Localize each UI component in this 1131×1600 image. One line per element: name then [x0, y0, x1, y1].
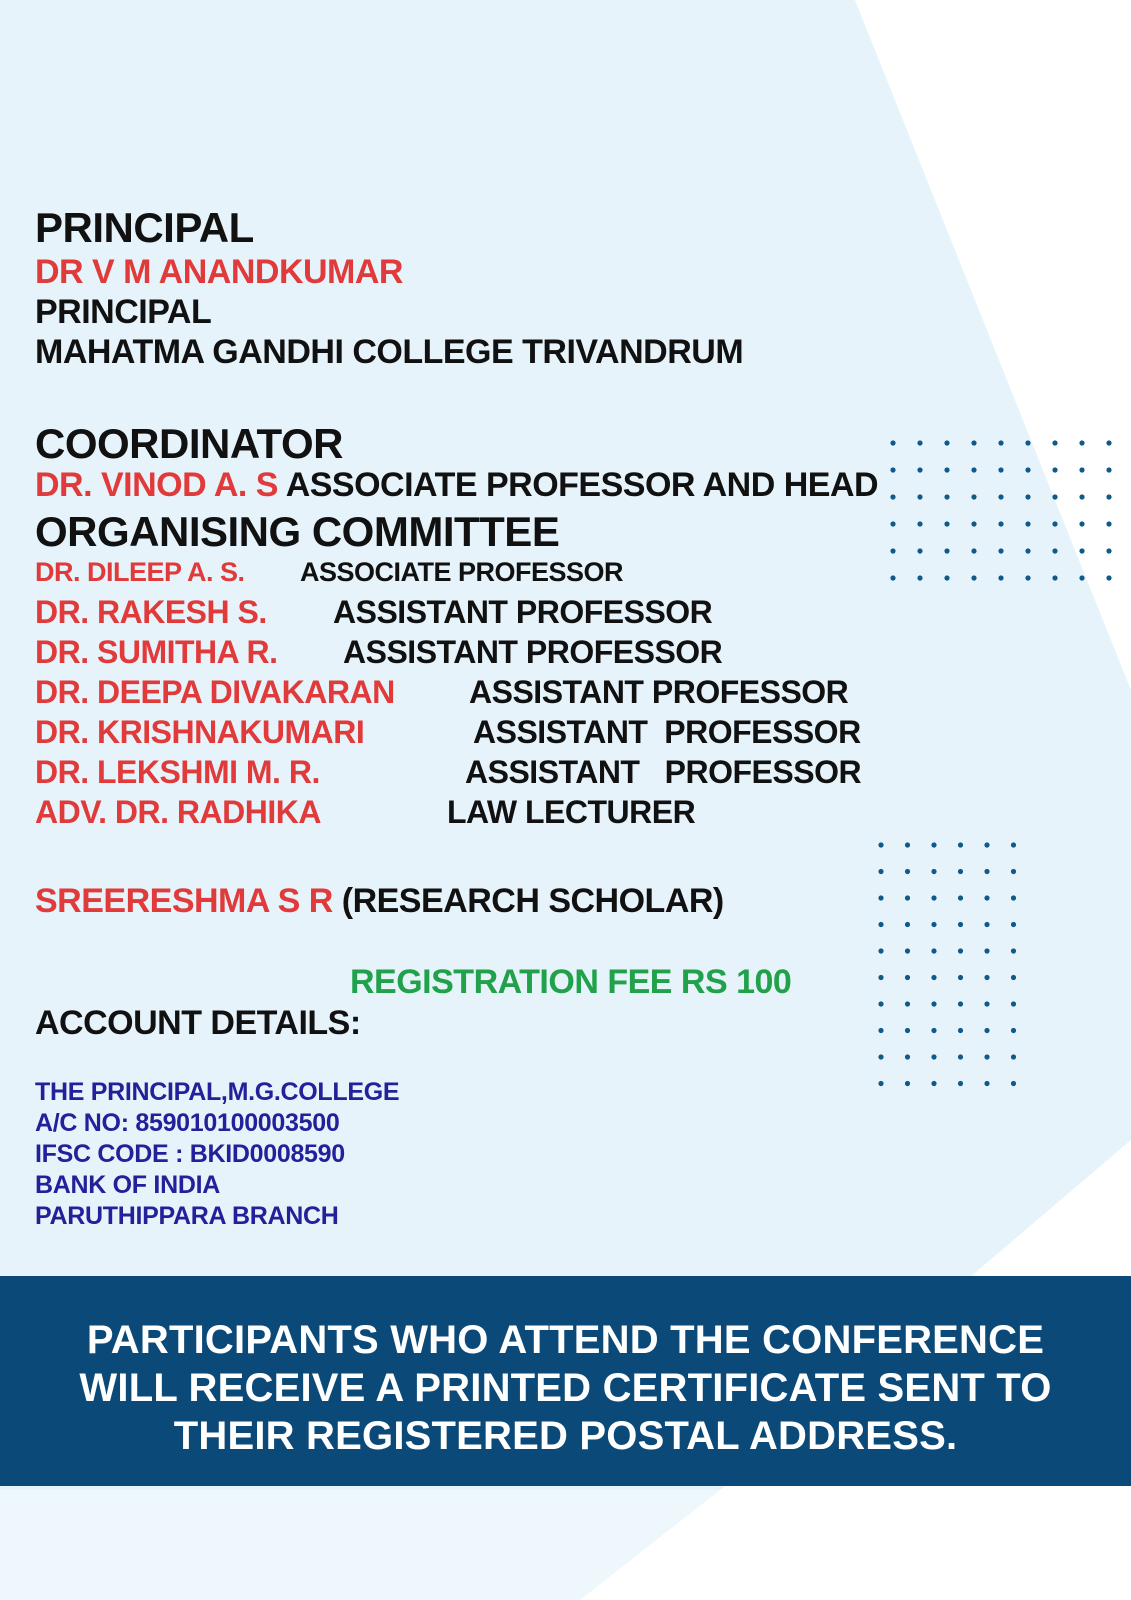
- decor-dot: [905, 922, 910, 927]
- banner-line: THEIR REGISTERED POSTAL ADDRESS.: [173, 1414, 958, 1458]
- decor-dot: [931, 975, 936, 980]
- account-holder: THE PRINCIPAL,M.G.COLLEGE: [35, 1078, 400, 1106]
- decor-dot: [905, 975, 910, 980]
- decor-dot: [878, 842, 883, 847]
- decor-dot: [878, 1028, 883, 1033]
- decor-dot: [931, 1001, 936, 1006]
- decor-dot: [984, 1081, 989, 1086]
- committee-member-name: DR. KRISHNAKUMARI: [35, 714, 365, 750]
- coordinator-heading: COORDINATOR: [35, 420, 343, 467]
- coordinator-name: DR. VINOD A. S: [35, 466, 278, 504]
- decor-dot: [1052, 467, 1057, 472]
- committee-member-role: ASSISTANT PROFESSOR: [343, 634, 723, 670]
- dot-grid-middle: [878, 842, 1028, 1102]
- decor-dot: [1106, 440, 1111, 445]
- decor-dot: [958, 1001, 963, 1006]
- scholar-line: [35, 882, 724, 921]
- account-number: A/C NO: 859010100003500: [35, 1109, 340, 1137]
- committee-member-name: DR. RAKESH S.: [35, 594, 267, 630]
- decor-dot: [1011, 1028, 1016, 1033]
- decor-dot: [878, 895, 883, 900]
- decor-dot: [944, 521, 949, 526]
- decor-dot: [998, 575, 1003, 580]
- decor-dot: [984, 895, 989, 900]
- decor-dot: [905, 1081, 910, 1086]
- decor-dot: [958, 842, 963, 847]
- decor-dot: [1106, 521, 1111, 526]
- decor-dot: [984, 1054, 989, 1059]
- decor-dot: [917, 548, 922, 553]
- decor-dot: [958, 1028, 963, 1033]
- decor-dot: [1106, 467, 1111, 472]
- decor-dot: [905, 869, 910, 874]
- decor-dot: [944, 494, 949, 499]
- decor-dot: [905, 1028, 910, 1033]
- decor-dot: [971, 575, 976, 580]
- decor-dot: [890, 575, 895, 580]
- decor-dot: [958, 922, 963, 927]
- decor-dot: [1025, 521, 1030, 526]
- decor-dot: [905, 1054, 910, 1059]
- scholar-role: (RESEARCH SCHOLAR): [341, 882, 724, 920]
- scholar-name: SREERESHMA S R: [35, 882, 333, 920]
- decor-dot: [931, 1054, 936, 1059]
- decor-dot: [1011, 1081, 1016, 1086]
- decor-dot: [1025, 440, 1030, 445]
- bank-branch: PARUTHIPPARA BRANCH: [35, 1202, 339, 1230]
- decor-dot: [944, 575, 949, 580]
- decor-dot: [1052, 521, 1057, 526]
- committee-member-role: LAW LECTURER: [447, 794, 696, 830]
- committee-member-name: DR. SUMITHA R.: [35, 634, 278, 670]
- bank-name: BANK OF INDIA: [35, 1171, 220, 1199]
- decor-dot: [971, 467, 976, 472]
- decor-dot: [984, 975, 989, 980]
- coordinator-line: [35, 466, 878, 505]
- decor-dot: [1106, 575, 1111, 580]
- principal-name: DR V M ANANDKUMAR: [35, 253, 403, 291]
- decor-dot: [1079, 440, 1084, 445]
- decor-dot: [998, 467, 1003, 472]
- committee-member-name: DR. DILEEP A. S.: [35, 557, 245, 587]
- decor-dot: [971, 548, 976, 553]
- decor-dot: [958, 1054, 963, 1059]
- committee-member-name: DR. DEEPA DIVAKARAN: [35, 674, 395, 710]
- decor-dot: [878, 922, 883, 927]
- decor-dot: [984, 869, 989, 874]
- committee-member-role: ASSISTANT PROFESSOR: [333, 594, 713, 630]
- committee-member-role: ASSOCIATE PROFESSOR: [300, 557, 624, 587]
- decor-dot: [917, 521, 922, 526]
- decor-dot: [917, 575, 922, 580]
- decor-dot: [917, 467, 922, 472]
- decor-dot: [944, 548, 949, 553]
- decor-dot: [984, 842, 989, 847]
- banner-line: WILL RECEIVE A PRINTED CERTIFICATE SENT TO: [79, 1366, 1052, 1410]
- decor-dot: [917, 494, 922, 499]
- decor-dot: [931, 948, 936, 953]
- decor-dot: [984, 948, 989, 953]
- certificate-banner: [0, 1276, 1131, 1486]
- decor-dot: [905, 948, 910, 953]
- decor-dot: [878, 1054, 883, 1059]
- decor-dot: [1106, 494, 1111, 499]
- decor-dot: [1011, 975, 1016, 980]
- decor-dot: [905, 842, 910, 847]
- ifsc-code: IFSC CODE : BKID0008590: [35, 1140, 345, 1168]
- committee-member-role: ASSISTANT PROFESSOR: [465, 754, 862, 790]
- decor-dot: [971, 494, 976, 499]
- decor-dot: [998, 521, 1003, 526]
- decor-dot: [890, 440, 895, 445]
- committee-member-name: ADV. DR. RADHIKA: [35, 794, 321, 830]
- banner-line: PARTICIPANTS WHO ATTEND THE CONFERENCE: [86, 1318, 1045, 1362]
- decor-dot: [958, 948, 963, 953]
- decor-dot: [1079, 467, 1084, 472]
- decor-dot: [1079, 575, 1084, 580]
- decor-dot: [971, 440, 976, 445]
- decor-dot: [931, 842, 936, 847]
- account-heading: ACCOUNT DETAILS:: [35, 1004, 361, 1042]
- committee-member-role: ASSISTANT PROFESSOR: [473, 714, 861, 750]
- decor-dot: [971, 521, 976, 526]
- decor-dot: [1079, 494, 1084, 499]
- decor-dot: [958, 975, 963, 980]
- decor-dot: [1025, 575, 1030, 580]
- decor-dot: [1052, 548, 1057, 553]
- committee-member-role: ASSISTANT PROFESSOR: [469, 674, 849, 710]
- decor-dot: [1011, 869, 1016, 874]
- decor-dot: [984, 1001, 989, 1006]
- committee-member-name: DR. LEKSHMI M. R.: [35, 754, 320, 790]
- decor-dot: [958, 869, 963, 874]
- decor-dot: [931, 869, 936, 874]
- decor-dot: [958, 895, 963, 900]
- decor-dot: [1052, 494, 1057, 499]
- decor-dot: [905, 1001, 910, 1006]
- decor-dot: [878, 948, 883, 953]
- principal-institution: MAHATMA GANDHI COLLEGE TRIVANDRUM: [35, 333, 744, 371]
- decor-dot: [917, 440, 922, 445]
- coordinator-role: ASSOCIATE PROFESSOR AND HEAD: [285, 466, 879, 504]
- committee-heading: ORGANISING COMMITTEE: [35, 508, 560, 555]
- dot-grid-top: [890, 440, 1130, 590]
- decor-dot: [1011, 895, 1016, 900]
- decor-dot: [998, 494, 1003, 499]
- decor-dot: [878, 1081, 883, 1086]
- decor-dot: [878, 1001, 883, 1006]
- decor-dot: [984, 922, 989, 927]
- decor-dot: [1079, 548, 1084, 553]
- decor-dot: [984, 1028, 989, 1033]
- decor-dot: [890, 548, 895, 553]
- decor-dot: [1011, 1054, 1016, 1059]
- decor-dot: [1025, 494, 1030, 499]
- decor-dot: [1106, 548, 1111, 553]
- decor-dot: [890, 494, 895, 499]
- decor-dot: [1011, 842, 1016, 847]
- decor-dot: [1011, 948, 1016, 953]
- decor-dot: [931, 1028, 936, 1033]
- decor-dot: [1011, 1001, 1016, 1006]
- decor-dot: [1025, 548, 1030, 553]
- decor-dot: [1011, 922, 1016, 927]
- decor-dot: [890, 521, 895, 526]
- registration-fee: REGISTRATION FEE RS 100: [350, 963, 792, 1001]
- principal-heading: PRINCIPAL: [35, 204, 254, 251]
- decor-dot: [958, 1081, 963, 1086]
- decor-dot: [878, 975, 883, 980]
- decor-dot: [1052, 440, 1057, 445]
- decor-dot: [998, 548, 1003, 553]
- decor-dot: [878, 869, 883, 874]
- decor-dot: [944, 467, 949, 472]
- decor-dot: [905, 895, 910, 900]
- decor-dot: [890, 467, 895, 472]
- principal-role: PRINCIPAL: [35, 293, 212, 331]
- decor-dot: [931, 1081, 936, 1086]
- decor-dot: [998, 440, 1003, 445]
- decor-dot: [944, 440, 949, 445]
- decor-dot: [931, 922, 936, 927]
- decor-dot: [1079, 521, 1084, 526]
- decor-dot: [931, 895, 936, 900]
- decor-dot: [1025, 467, 1030, 472]
- decor-dot: [1052, 575, 1057, 580]
